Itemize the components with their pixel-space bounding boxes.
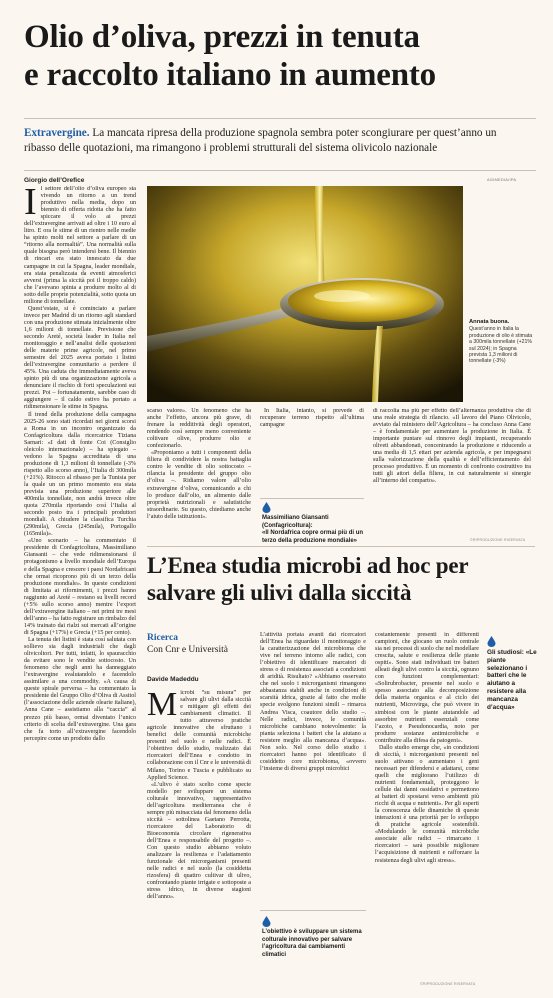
article-column bbox=[375, 632, 479, 980]
section-kicker: Extravergine. bbox=[24, 127, 90, 139]
paragraph: costantemente presenti in differenti campioni, che giocano un ruolo centrale sia nei processi di suolo che nel modellare crescita, salute e resilienza delle piante ospiti». Sono stati individuati tre batteri alleati degli ulivi contro la siccità, ognuno con funzioni complementari: «Solirubrobacter, presente nel suolo e spesso associato alla decomposizione della materia organica e al ciclo dei nutrienti, Microvirga, che può vivere in simbiosi con le piante aiutandole ad assorbire nutrienti essenziali come l’azoto, e Pseudonocardia, noto per produrre sostanze antimicrobiche e contribuire alla difesa da patogeni». bbox=[375, 632, 479, 744]
paragraph: Quest’estate, si è cominciato a parlare invece per Madrid di un ritorno agli standard con una produzione stimata inizialmente oltre 1,6 milioni di tonnellate. Previsione che secondo Areté, società leader in Italia nel monitoraggio e nell’analisi delle quotazioni delle materie prime agricole, nel primo semestre del 2025 aveva portato i listini dell’extravergine comunitario a perdere il 45%. Una caduta che immediatamente aveva spinto più di una organizzazione agricola a denunciare il rischio di forti speculazioni sui prezzi. Poi – fortunatamente, sarebbe caso di aggiungere – il caldo estivo ha portato a ridimensionare le stime in Spagna. bbox=[24, 305, 136, 411]
quote-text: «Il Nordafrica copre ormai più di un terzo della produzione mondiale» bbox=[262, 530, 364, 544]
olive-oil-spoon-image bbox=[147, 186, 463, 402]
paragraph: scarso valore». Un fenomeno che ha anche l’effetto, ancora più grave, di frenare la redditività degli operatori, rendendo così sempre meno conveniente coltivare olive, produrre olio e confezionarlo. bbox=[147, 408, 251, 450]
author-byline: Giorgio dell’Orefice bbox=[24, 177, 85, 184]
article-column bbox=[260, 632, 366, 907]
quote-text: L’obiettivo è sviluppare un sistema colturale innovativo per salvare l’agricoltura dai cambiamenti climatici bbox=[262, 929, 362, 958]
pull-quote bbox=[487, 636, 539, 711]
paragraph: «Uno scenario – ha commentato il presidente di Confagricoltura, Massimiliano Giansanti – che vede ridimensionarsi il protagonismo a livello mondiale dell’Europa e della Spagna e crescere i paesi Nordafricani che ormai ricoprono più di un terzo della produzione mondiale». In queste condizioni di limitata ai rifornimenti, i prezzi hanno raggiunto ad Areté – restano su livelli record (+5% sullo scorso anno) mentre l’export dell’extravergine italiano – nei primi tre mesi dell’anno – ha fatto registrare un rimbalzo del 14% trainato dai rialzi sui mercati all’origine di Spagna (+17%) e Grecia (+15 per cento). bbox=[24, 538, 136, 636]
deck bbox=[24, 126, 529, 156]
quote-attribution: Massimiliano Giansanti (Confagricoltura): bbox=[262, 515, 329, 529]
divider bbox=[24, 118, 536, 119]
headline-line-1: Olio d’oliva, prezzi in tenuta bbox=[24, 19, 420, 55]
section-kicker: Ricerca bbox=[147, 633, 178, 643]
section-label bbox=[147, 632, 242, 656]
caption-text: Quest’anno in Italia la produzione di olio è stimata a 300mila tonnellate (+21% sul 2024); in Spagna prevista 1,3 milioni di tonnellate (-3%) bbox=[469, 326, 533, 365]
headline bbox=[24, 18, 534, 94]
paragraph: In Italia, intanto, si prevede di recuperare terreno rispetto all’ultima campagne bbox=[260, 408, 364, 429]
pull-quote bbox=[262, 502, 370, 545]
article-column bbox=[147, 690, 251, 985]
headline: L’Enea studia microbi ad hoc per salvare gli ulivi dalla siccità bbox=[147, 553, 468, 605]
caption-title: Annata buona. bbox=[469, 319, 510, 325]
section-subkicker: Con Cnr e Università bbox=[147, 645, 229, 655]
paragraph: Dallo studio emerge che, «in condizioni di siccità, i microrganismi presenti nel suolo attivano o aumentano i geni necessari per difendersi e adattarsi, come quelli che migliorano l’utilizzo di nutrienti fondamentali, proteggono le cellule dai danni ossidativi e permettono ai batteri di spostarsi verso ambienti più ricchi di acqua e nutrienti». Per gli esperti la conoscenza delle dinamiche di queste interazioni è una priorità per lo sviluppo di pratiche agricole sostenibili. «Modulando le comunità microbiche associate alle radici – rimarcano i ricercatori – sarà possibile migliorare l’acquisizione di nutrienti e rafforzare la resistenza degli ulivi agli stress». bbox=[375, 744, 479, 864]
paragraph: icrobi “su misura” per salvare gli ulivi dalla siccità e mitigare gli effetti dei cambiamenti climatici. Il tutto attraverso pratiche agricole innovative che sfruttano i benefici delle comunità microbiche presenti nel suolo e nelle radici. È l’obiettivo dello studio, realizzato dai ricercatori dell’Enea e condotto in collaborazione con il Cnr e le università di Milano, Torino e Tuscia e pubblicato su Applied Science. bbox=[147, 690, 251, 781]
divider bbox=[260, 910, 366, 911]
article-column bbox=[147, 408, 251, 540]
photo-caption bbox=[469, 319, 535, 365]
deck-text: La mancata ripresa della produzione spagnola sembra poter scongiurare per quest’anno un ribasso delle quotazioni, ma rimangono i problemi strutturali del sistema olivicolo nazionale bbox=[24, 127, 497, 154]
paragraph: Il trend della produzione della campagna 2025-26 sono stati ricordati nei giorni scorsi a Roma in un incontro organizzato da Confagricoltura dalla ricercatrice Tiziana Sarnari: «I dati di fonte Coi (Consiglio oleicolo internazionale) – ha spiegato – vedono la Spagna accreditata di una produzione di 1,3 milioni di tonnellate (-3% rispetto allo scorso anno), l’Italia di 300mila (+21%). Ritocco al ribasso per la Tunisia per la quale un un primo momento era stata prevista una produzione superiore alle 400mila tonnellate, non andrà invece oltre quota 270mila riportando così l’Italia al secondo posto tra i principali produttori mondiali. A chiudere la classifica Turchia (290mila), Grecia (245mila), Portogallo (165mila)». bbox=[24, 411, 136, 538]
paragraph: di raccolta ma più per effetto dell’alternanza produttiva che di una reale strategia di rilancio. «Il lavoro del Piano Olivicolo, avviato dal ministero dell’Agricoltura – ha concluso Anna Cane – è fondamentale per aumentare la produzione in Italia. È importante puntare sul rinnovo degli impianti, recuperando oliveti abbandonati, concentrando la produzione e riducendo a una media di 1,5 ettari per azienda agricola, e per impegnarsi sulla valorizzazione della qualità e dell’efficientamento del processo produttivo. È un momento di confronto costruttivo tra tutti gli attori della filiera, in cui naturalmente si sinergie all’interno del comparto». bbox=[373, 408, 531, 485]
article-column bbox=[24, 186, 136, 986]
copyright-note: ©RIPRODUZIONE RISERVATA bbox=[470, 538, 526, 542]
article-column bbox=[260, 408, 364, 494]
paragraph: «L’ulivo è stato scelto come specie modello per sviluppare un sistema colturale innovativo, rappresentativo dell’agricoltura mediterranea che è sempre più minacciata dal fenomeno della siccità – sottolinea Gaetano Perrotta, ricercatore del Laboratorio di Bioeconomia circolare rigenerativa dell’Enea e responsabile del progetto –. Con questo studio abbiamo voluto analizzare la resilienza e l’adattamento funzionale dei microrganismi presenti nelle radici e nel suolo (la cosiddetta rizosfera) di quattro cultivar di ulivo, confrontando piante irrigate e sottoposte a stress idrico, in diverse stagioni dell’anno». bbox=[147, 781, 251, 901]
olive-oil-photo bbox=[147, 186, 463, 402]
quote-text: Gli studiosi: «Le piante selezionano i batteri che le aiutano a resistere alla mancanza d’acqua» bbox=[487, 649, 537, 711]
quote-drop-icon bbox=[262, 916, 271, 927]
drop-cap: M bbox=[147, 690, 178, 723]
headline-line-2: e raccolto italiano in aumento bbox=[24, 57, 436, 93]
paragraph: L’attività portata avanti dai ricercatori dell’Enea ha riguardato il monitoraggio e la caratterizzazione del microbioma che vive nel terreno intorno alle radici, con l’obiettivo di identificare marcatori di stress o di resistenza associati a condizioni di aridità. Risultato? «Abbiamo osservato che nel suolo i microrganismi rimangono abbastanza stabili anche in condizioni di scarsità idrica, grazie al fatto che molte specie svolgono funzioni simili – rimarca Andrea Visca, coautore dello studio –. Nelle radici, invece, le comunità microbiche cambiano notevolmente: la pianta seleziona i batteri che la aiutano a resistere meglio alla mancanza d’acqua». Non solo. Nel corso dello studio i ricercatori hanno poi identificato il cosiddetto core microbioma, «ovvero l’insieme di diversi gruppi microbici bbox=[260, 632, 366, 772]
quote-drop-icon bbox=[262, 502, 271, 513]
quote-drop-icon bbox=[487, 636, 496, 647]
paragraph: «Proponiamo a tutti i componenti della filiera di condividere la nostra battaglia contro le vendite di olio sottocosto – rilancia la presidente del gruppo olio d’oliva –. Ridiamo valore all’olio extravergine d’oliva, comunicando a chi lo produce dall’olio, un alimento dalle proprietà nutrizionali e salutistiche straordinarie. Su questo, chiediamo anche l’aiuto delle istituzioni». bbox=[147, 450, 251, 520]
article-column bbox=[373, 408, 531, 536]
paragraph: La tenuta dei listini è stata così salutata con sollievo sia dagli industriali che dagli olivicoltori. Per tutti, infatti, lo spauracchio da evitare sono le vendite sottocosto. Un fenomeno che negli anni ha danneggiato l’extravergine svalutandolo e facendolo assimilare a una commodity. «A causa di queste spirale perversa – ha commentato la presidente del Gruppo Olio d’Oliva di Assitol (l’associazione delle aziende olearie italiane), Anna Cane – assistiamo alla “caccia” al prezzo più basso, ormai diventato l’unico criterio di scelta dell’extravergine. Una gara che fa torto all’extravergine facendolo percepire come un prodotto dallo bbox=[24, 637, 136, 742]
pull-quote bbox=[262, 916, 368, 959]
copyright-note: ©RIPRODUZIONE RISERVATA bbox=[420, 982, 476, 986]
divider bbox=[260, 498, 364, 499]
divider bbox=[24, 170, 536, 171]
divider bbox=[147, 546, 535, 547]
paragraph: l settore dell’olio d’oliva europeo sta vivendo un ritorno a un trend produttivo nella media, dopo un biennio di offerta ridotta che ha fatto spiccare il volo ai prezzi dell’extravergine arrivati ad oltre i 10 euro al litro. E ora le stime di un rientro nelle medie ha spinto molti nel settore a parlare di un “ritorno alla normalità”. Una normalità sulla quale bisogna però intendersi bene. Il biennio di rincari era stato innescato da due campagne in cui la Spagna, leader mondiale, era stata penalizzata da eventi atmosferici avversi (prima la siccità poi il troppo caldo) che l’avevano spinta a produrre molto al di sotto delle proprie potenzialità, sotto quota un milione di tonnellate. bbox=[24, 186, 136, 305]
drop-cap: I bbox=[24, 186, 37, 223]
author-byline: Davide Madeddu bbox=[147, 676, 199, 683]
photo-credit: AGIMEDIA/IPA bbox=[487, 177, 517, 182]
